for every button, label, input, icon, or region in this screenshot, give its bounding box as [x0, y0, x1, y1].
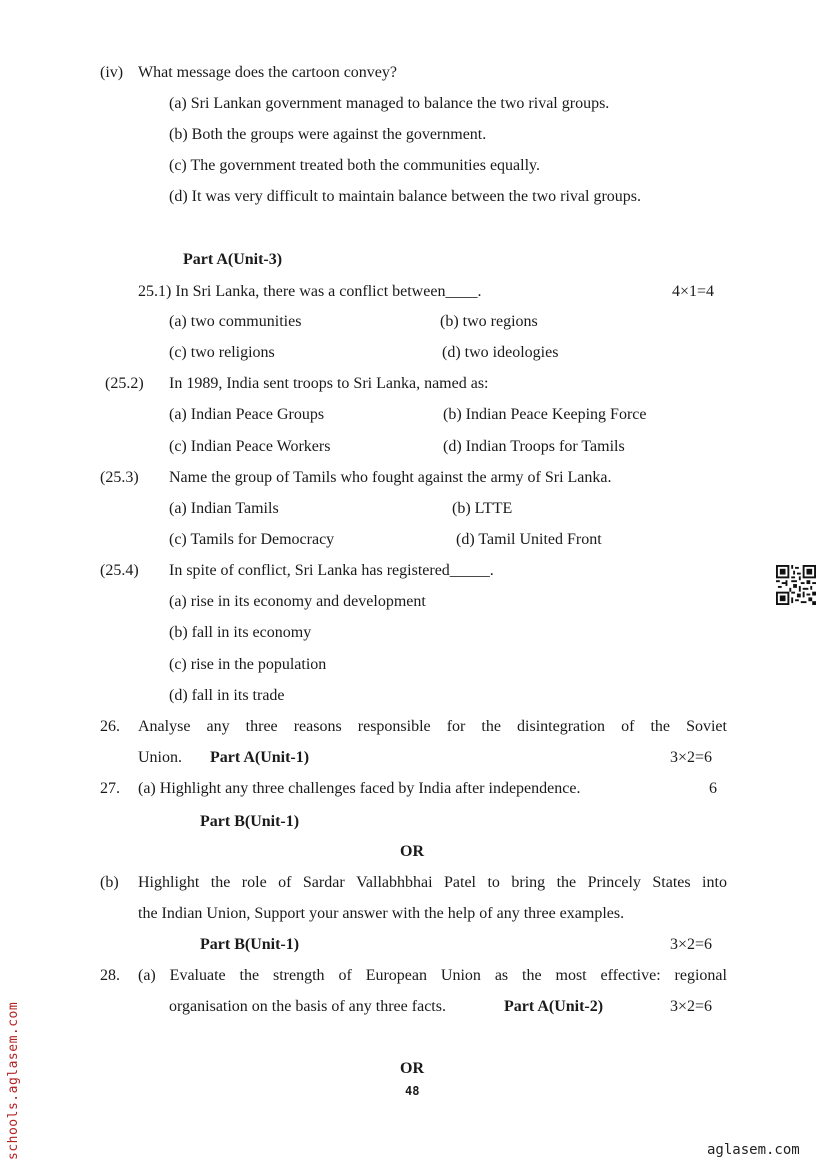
- word: Highlight: [138, 874, 200, 891]
- question-text: (a) Highlight any three challenges faced by India after independence.: [138, 780, 581, 797]
- word: role: [241, 874, 267, 891]
- word: Soviet: [686, 718, 727, 735]
- word: to: [487, 874, 500, 891]
- word: the: [522, 967, 542, 984]
- word: the: [481, 718, 501, 735]
- word: Patel: [444, 874, 476, 891]
- word: (a): [138, 967, 156, 984]
- word: Analyse: [138, 718, 191, 735]
- word: for: [446, 718, 466, 735]
- word: disintegration: [517, 718, 606, 735]
- section-label: Part A(Unit-2): [504, 998, 604, 1015]
- option-a: (a) two communities: [169, 313, 302, 330]
- option-b: (b) two regions: [440, 313, 538, 330]
- option-a: (a) Sri Lankan government managed to balance the two rival groups.: [169, 95, 610, 112]
- section-label: Part A(Unit-3): [183, 251, 283, 268]
- word: Union: [440, 967, 481, 984]
- word: reasons: [293, 718, 342, 735]
- option-d: (d) two ideologies: [442, 344, 559, 361]
- option-a: (a) Indian Tamils: [169, 500, 279, 517]
- option-a: (a) Indian Peace Groups: [169, 406, 325, 423]
- section-label: Part B(Unit-1): [200, 936, 300, 953]
- question-line-justified: [138, 873, 727, 893]
- question-text: In 1989, India sent troops to Sri Lanka, named as:: [169, 375, 489, 392]
- option-c: (c) two religions: [169, 344, 275, 361]
- marks: 3×2=6: [670, 749, 713, 766]
- option-c: (c) The government treated both the communities equally.: [169, 157, 540, 174]
- word: strength: [273, 967, 325, 984]
- word: three: [245, 718, 278, 735]
- option-c: (c) Indian Peace Workers: [169, 438, 331, 455]
- question-number: (b): [100, 874, 119, 891]
- option-c: (c) Tamils for Democracy: [169, 531, 335, 548]
- word: the: [556, 874, 577, 891]
- question-number: (25.3): [100, 469, 139, 486]
- option-d: (d) fall in its trade: [169, 687, 285, 704]
- page-number: 48: [405, 1084, 420, 1098]
- word: regional: [674, 967, 727, 984]
- word: any: [206, 718, 230, 735]
- word: as: [494, 967, 509, 984]
- word: the: [239, 967, 260, 984]
- question-text: organisation on the basis of any three facts.: [169, 998, 446, 1015]
- option-b: (b) Indian Peace Keeping Force: [443, 406, 647, 423]
- word: the: [650, 718, 671, 735]
- question-text: the Indian Union, Support your answer with the help of any three examples.: [138, 905, 625, 922]
- option-d: (d) Indian Troops for Tamils: [443, 438, 625, 455]
- word: European: [365, 967, 427, 984]
- word: bring: [511, 874, 546, 891]
- word: Evaluate: [169, 967, 226, 984]
- question-number: 28.: [100, 967, 120, 984]
- question-number: (25.2): [105, 375, 144, 392]
- question-text: 25.1) In Sri Lanka, there was a conflict between____.: [138, 283, 482, 300]
- word: of: [621, 718, 635, 735]
- question-text: In spite of conflict, Sri Lanka has registered_____.: [169, 562, 494, 579]
- option-b: (b) fall in its economy: [169, 624, 312, 641]
- question-number: (25.4): [100, 562, 139, 579]
- question-line-justified: [138, 717, 727, 737]
- marks: 4×1=4: [672, 283, 715, 300]
- marks: 3×2=6: [670, 998, 713, 1015]
- option-d: (d) It was very difficult to maintain balance between the two rival groups.: [169, 188, 641, 205]
- word: Sardar: [302, 874, 345, 891]
- word: of: [278, 874, 292, 891]
- question-number: 26.: [100, 718, 120, 735]
- option-b: (b) Both the groups were against the government.: [169, 126, 487, 143]
- side-watermark: schools.aglasem.com: [6, 1001, 21, 1160]
- question-text: Name the group of Tamils who fought against the army of Sri Lanka.: [169, 469, 612, 486]
- word: responsible: [357, 718, 431, 735]
- marks: 6: [709, 780, 717, 797]
- word: Vallabhbhai: [356, 874, 433, 891]
- section-label: Part B(Unit-1): [200, 813, 300, 830]
- word: most: [555, 967, 587, 984]
- word: the: [210, 874, 231, 891]
- question-number: 27.: [100, 780, 120, 797]
- option-a: (a) rise in its economy and development: [169, 593, 426, 610]
- option-b: (b) LTTE: [452, 500, 513, 517]
- option-c: (c) rise in the population: [169, 656, 327, 673]
- word: of: [338, 967, 352, 984]
- section-label: Part A(Unit-1): [210, 749, 310, 766]
- footer-brand: aglasem.com: [707, 1142, 800, 1158]
- question-text: What message does the cartoon convey?: [138, 64, 398, 81]
- word: States: [652, 874, 691, 891]
- qr-code-icon: [776, 565, 816, 605]
- or-separator: OR: [400, 1060, 424, 1077]
- option-d: (d) Tamil United Front: [456, 531, 602, 548]
- question-text: Union.: [138, 749, 182, 766]
- question-line-justified: [138, 966, 727, 986]
- word: into: [702, 874, 727, 891]
- marks: 3×2=6: [670, 936, 713, 953]
- question-number: (iv): [100, 64, 124, 81]
- or-separator: OR: [400, 843, 424, 860]
- word: effective:: [600, 967, 661, 984]
- word: Princely: [587, 874, 641, 891]
